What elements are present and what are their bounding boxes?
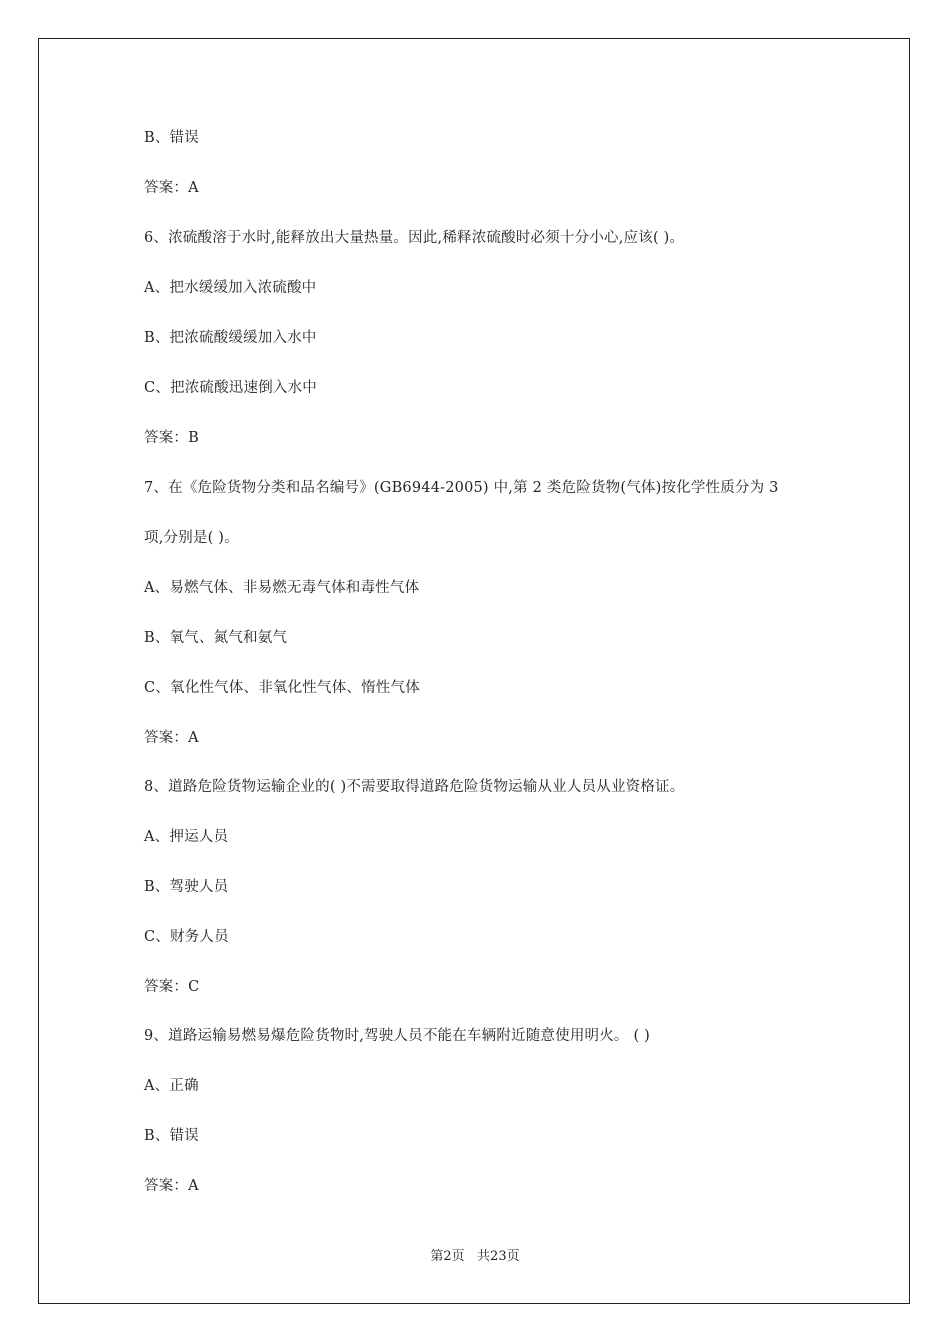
question-7-continued: 项,分别是( )。 [144, 530, 239, 546]
answer-q7: 答案：A [144, 730, 199, 746]
question-6: 6、浓硫酸溶于水时,能释放出大量热量。因此,稀释浓硫酸时必须十分小心,应该( )。 [144, 230, 685, 246]
option-b-q9: B、错误 [144, 1128, 199, 1144]
option-b-q6: B、把浓硫酸缓缓加入水中 [144, 330, 317, 346]
option-c-q7: C、氧化性气体、非氧化性气体、惰性气体 [144, 680, 420, 696]
option-a-q6: A、把水缓缓加入浓硫酸中 [144, 280, 317, 296]
question-8: 8、道路危险货物运输企业的( )不需要取得道路危险货物运输从业人员从业资格证。 [144, 779, 685, 795]
option-a-q9: A、正确 [144, 1078, 199, 1094]
option-b-q8: B、驾驶人员 [144, 879, 229, 895]
answer-q5: 答案：A [144, 180, 199, 196]
option-c-q8: C、财务人员 [144, 929, 229, 945]
option-a-q7: A、易燃气体、非易燃无毒气体和毒性气体 [144, 580, 420, 596]
option-b-q5: B、错误 [144, 130, 199, 146]
answer-q6: 答案：B [144, 430, 199, 446]
option-b-q7: B、氧气、氮气和氨气 [144, 630, 288, 646]
answer-q8: 答案：C [144, 979, 200, 995]
question-7: 7、在《危险货物分类和品名编号》(GB6944-2005) 中,第 2 类危险货物(气体)按化学性质分为 3 [144, 480, 779, 496]
option-a-q8: A、押运人员 [144, 829, 229, 845]
option-c-q6: C、把浓硫酸迅速倒入水中 [144, 380, 317, 396]
answer-q9: 答案：A [144, 1178, 199, 1194]
question-9: 9、道路运输易燃易爆危险货物时,驾驶人员不能在车辆附近随意使用明火。 ( ) [144, 1028, 650, 1044]
page-number: 第2页 共23页 [430, 1249, 520, 1264]
